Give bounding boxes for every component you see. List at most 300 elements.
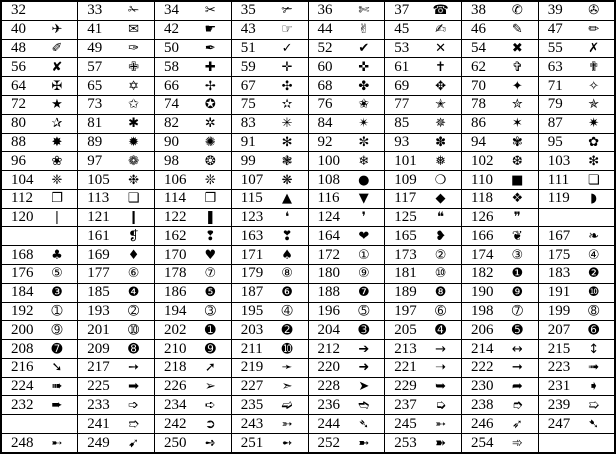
char-cell xyxy=(1,302,78,321)
char-cell xyxy=(308,1,385,20)
char-code: 193 xyxy=(87,302,110,319)
char-glyph: ❷ xyxy=(587,266,600,282)
char-cell xyxy=(155,20,232,39)
char-cell-inner xyxy=(385,115,461,133)
char-code: 74 xyxy=(164,96,179,113)
char-cell xyxy=(231,77,308,96)
char-cell-inner xyxy=(309,190,385,208)
char-cell-inner xyxy=(309,171,385,189)
char-glyph: ❈ xyxy=(51,172,63,188)
char-cell xyxy=(308,227,385,246)
char-cell-inner xyxy=(539,190,614,208)
char-glyph: ❆ xyxy=(511,153,523,169)
char-glyph: ❒ xyxy=(204,191,217,207)
char-code: 54 xyxy=(471,40,486,57)
char-cell-inner xyxy=(462,434,538,452)
char-cell xyxy=(231,283,308,302)
char-glyph: ➸ xyxy=(51,435,63,451)
char-cell-inner xyxy=(232,40,308,58)
char-cell xyxy=(462,283,539,302)
char-cell xyxy=(231,189,308,208)
char-cell-inner xyxy=(462,2,538,20)
char-code: 223 xyxy=(547,359,571,376)
char-cell-inner xyxy=(309,415,385,433)
char-glyph: ✰ xyxy=(51,116,63,132)
char-code: 237 xyxy=(394,396,417,413)
char-glyph: ➞ xyxy=(511,360,523,376)
char-cell xyxy=(155,1,232,20)
char-glyph: ❢ xyxy=(204,228,216,244)
char-cell xyxy=(462,340,539,359)
char-cell-inner xyxy=(155,378,231,396)
char-cell-inner xyxy=(2,21,77,39)
char-code: 72 xyxy=(11,96,26,113)
char-cell xyxy=(308,302,385,321)
char-cell xyxy=(538,302,615,321)
char-code: 162 xyxy=(164,227,187,244)
table-row xyxy=(1,20,615,39)
char-cell xyxy=(231,114,308,133)
char-code: 168 xyxy=(11,246,34,263)
char-cell xyxy=(155,246,232,265)
char-cell-inner xyxy=(462,359,538,377)
char-glyph: ❃ xyxy=(281,153,293,169)
char-cell-inner xyxy=(539,284,614,302)
table-row xyxy=(1,246,615,265)
char-code: 68 xyxy=(317,77,333,94)
char-cell xyxy=(538,358,615,377)
char-cell-inner xyxy=(232,190,308,208)
table-row xyxy=(1,133,615,152)
char-cell xyxy=(1,133,78,152)
char-glyph: ⑥ xyxy=(127,266,140,282)
char-cell-inner xyxy=(2,40,77,58)
char-code: 222 xyxy=(471,359,494,376)
char-cell-inner xyxy=(385,246,461,264)
char-cell-inner xyxy=(309,340,385,358)
char-cell-inner xyxy=(155,96,231,114)
char-code: 62 xyxy=(471,58,486,75)
char-glyph: ➜ xyxy=(358,360,370,376)
char-cell xyxy=(538,58,615,77)
char-cell-inner xyxy=(155,340,231,358)
char-cell-inner xyxy=(155,152,231,170)
char-glyph: ✔ xyxy=(358,41,370,57)
char-cell-inner xyxy=(309,246,385,264)
char-glyph: ✬ xyxy=(358,97,370,113)
char-cell xyxy=(308,358,385,377)
char-code: 191 xyxy=(547,284,571,301)
char-glyph: ✏ xyxy=(588,22,600,38)
char-glyph: ✎ xyxy=(511,22,523,38)
char-cell xyxy=(538,283,615,302)
char-glyph: ➹ xyxy=(128,435,139,451)
char-cell-inner xyxy=(539,340,614,358)
char-glyph: ✳ xyxy=(281,116,293,132)
char-code: 60 xyxy=(317,58,333,75)
char-cell-inner xyxy=(232,115,308,133)
char-cell-inner xyxy=(539,134,614,152)
char-cell xyxy=(78,20,155,39)
char-cell xyxy=(462,20,539,39)
char-code: 197 xyxy=(394,302,417,319)
char-code: 199 xyxy=(547,302,571,319)
char-cell xyxy=(78,396,155,415)
char-code: 97 xyxy=(87,152,103,169)
char-cell xyxy=(538,246,615,265)
char-cell xyxy=(385,302,462,321)
char-cell-inner xyxy=(385,284,461,302)
char-glyph: ✭ xyxy=(435,97,446,113)
char-cell xyxy=(308,133,385,152)
char-glyph: ➈ xyxy=(51,322,63,338)
char-cell-inner xyxy=(309,265,385,283)
char-cell xyxy=(385,133,462,152)
char-cell xyxy=(155,171,232,190)
char-cell xyxy=(462,171,539,190)
char-cell xyxy=(462,1,539,20)
char-glyph: ✃ xyxy=(281,3,293,19)
char-glyph: ★ xyxy=(51,97,63,113)
char-cell xyxy=(538,39,615,58)
char-glyph: ✦ xyxy=(511,78,523,94)
char-cell-inner xyxy=(155,115,231,133)
char-code: 57 xyxy=(87,58,103,75)
char-code: 83 xyxy=(240,115,256,132)
char-code: 179 xyxy=(240,265,264,282)
char-glyph: ✺ xyxy=(204,134,216,150)
char-glyph: ❇ xyxy=(588,153,600,169)
char-code: 95 xyxy=(547,133,563,150)
char-glyph: ➊ xyxy=(204,322,216,338)
char-cell-inner xyxy=(309,284,385,302)
char-code: 236 xyxy=(317,396,340,413)
char-cell xyxy=(231,171,308,190)
char-cell-inner xyxy=(385,171,461,189)
char-glyph: ➀ xyxy=(51,303,63,319)
char-glyph: ✩ xyxy=(128,97,139,113)
char-cell-inner xyxy=(78,321,154,339)
char-glyph: ✯ xyxy=(588,97,600,113)
char-code: 212 xyxy=(317,340,340,357)
char-glyph: ◗ xyxy=(590,191,598,207)
char-code: 252 xyxy=(317,434,340,451)
char-cell xyxy=(78,58,155,77)
char-cell xyxy=(462,152,539,171)
char-cell xyxy=(78,95,155,114)
char-glyph: ❻ xyxy=(281,285,293,301)
char-glyph: ✿ xyxy=(588,134,600,150)
char-cell-inner xyxy=(232,152,308,170)
char-cell xyxy=(385,396,462,415)
char-code: 246 xyxy=(471,415,494,432)
char-code: 67 xyxy=(240,77,256,94)
char-code: 91 xyxy=(240,133,256,150)
char-cell xyxy=(1,114,78,133)
char-cell-inner xyxy=(2,321,77,339)
char-code: 166 xyxy=(471,227,494,244)
char-code: 201 xyxy=(87,321,110,338)
char-code: 63 xyxy=(547,58,563,75)
char-cell xyxy=(462,434,539,453)
char-cell xyxy=(1,283,78,302)
char-cell-inner xyxy=(309,152,385,170)
char-cell xyxy=(385,39,462,58)
char-cell-inner xyxy=(539,359,614,377)
char-glyph: ⑨ xyxy=(357,266,370,282)
char-code: 207 xyxy=(547,321,571,338)
table-row xyxy=(1,415,615,434)
char-cell-inner xyxy=(462,246,538,264)
char-cell-inner xyxy=(78,209,154,227)
char-code: 231 xyxy=(547,378,571,395)
char-glyph: ❼ xyxy=(357,285,370,301)
char-cell xyxy=(1,208,78,227)
char-code: 47 xyxy=(547,21,563,38)
char-cell xyxy=(78,39,155,58)
char-cell-inner xyxy=(309,321,385,339)
char-glyph: ✴ xyxy=(358,116,370,132)
table-row xyxy=(1,171,615,190)
char-code: 169 xyxy=(87,246,110,263)
char-glyph: ❤ xyxy=(358,228,370,244)
char-cell xyxy=(308,321,385,340)
char-code: 96 xyxy=(11,152,26,169)
char-cell xyxy=(308,208,385,227)
char-cell-inner xyxy=(462,227,538,245)
char-cell-inner xyxy=(539,303,614,321)
char-cell-inner xyxy=(232,134,308,152)
char-cell xyxy=(231,1,308,20)
char-glyph: ◆ xyxy=(435,191,446,207)
char-cell xyxy=(231,246,308,265)
char-cell-inner xyxy=(155,303,231,321)
char-glyph: ❋ xyxy=(281,172,293,188)
table-row xyxy=(1,283,615,302)
char-glyph: ➢ xyxy=(204,379,216,395)
char-glyph: ✈ xyxy=(51,22,63,38)
char-glyph: ❑ xyxy=(127,191,140,207)
char-cell-inner xyxy=(385,40,461,58)
char-glyph: ❥ xyxy=(435,228,446,244)
char-cell-inner xyxy=(2,58,77,76)
char-cell xyxy=(155,39,232,58)
char-code: 77 xyxy=(394,96,410,113)
char-cell xyxy=(462,77,539,96)
char-glyph: ➶ xyxy=(511,416,523,432)
char-code: 53 xyxy=(394,40,410,57)
char-cell xyxy=(78,246,155,265)
table-row xyxy=(1,189,615,208)
char-cell xyxy=(462,208,539,227)
char-code: 238 xyxy=(471,396,494,413)
char-cell-inner xyxy=(78,21,154,39)
table-row xyxy=(1,302,615,321)
char-cell-inner xyxy=(462,209,538,227)
char-cell xyxy=(462,377,539,396)
char-glyph: ↔ xyxy=(511,341,523,357)
char-cell xyxy=(462,321,539,340)
char-cell xyxy=(231,265,308,284)
char-code: 216 xyxy=(11,359,34,376)
char-cell xyxy=(231,227,308,246)
char-cell-inner xyxy=(232,227,308,245)
char-glyph: ❚ xyxy=(204,210,216,226)
char-cell xyxy=(231,396,308,415)
char-code: 56 xyxy=(11,58,26,75)
char-cell-inner xyxy=(309,2,385,20)
char-code: 109 xyxy=(394,171,417,188)
char-glyph: ✪ xyxy=(204,97,216,113)
char-code: 35 xyxy=(240,2,256,19)
char-cell xyxy=(308,58,385,77)
char-code: 211 xyxy=(240,340,263,357)
char-glyph: ➡ xyxy=(128,379,139,395)
char-code: 239 xyxy=(547,396,571,413)
char-cell xyxy=(155,133,232,152)
char-code: 174 xyxy=(471,246,494,263)
char-cell-inner xyxy=(539,209,614,227)
char-glyph: ➦ xyxy=(511,379,523,395)
char-cell xyxy=(385,377,462,396)
char-glyph: ✍ xyxy=(435,22,446,38)
char-cell-inner xyxy=(78,190,154,208)
char-glyph: ☎ xyxy=(432,3,449,19)
char-code: 209 xyxy=(87,340,110,357)
table-row xyxy=(1,39,615,58)
char-cell xyxy=(78,340,155,359)
char-cell xyxy=(308,265,385,284)
char-glyph: ❍ xyxy=(434,172,447,188)
char-code: 88 xyxy=(11,133,26,150)
char-cell-inner xyxy=(309,396,385,414)
char-cell-inner xyxy=(385,21,461,39)
char-cell-inner xyxy=(78,2,154,20)
char-cell-inner xyxy=(2,378,77,396)
char-glyph: ➃ xyxy=(281,303,293,319)
char-cell-inner xyxy=(309,434,385,452)
char-cell xyxy=(155,95,232,114)
char-cell xyxy=(155,377,232,396)
char-cell-inner xyxy=(78,265,154,283)
char-glyph: ✮ xyxy=(511,97,523,113)
char-cell-inner xyxy=(155,58,231,76)
char-code: 61 xyxy=(394,58,410,75)
char-cell-inner xyxy=(385,152,461,170)
char-glyph: ➚ xyxy=(204,360,216,376)
char-code: 117 xyxy=(394,190,417,207)
char-glyph: ♦ xyxy=(127,247,140,263)
char-code: 34 xyxy=(164,2,179,19)
char-cell xyxy=(78,208,155,227)
char-code: 210 xyxy=(164,340,187,357)
char-cell xyxy=(385,358,462,377)
char-code: 55 xyxy=(547,40,563,57)
char-cell-inner xyxy=(232,396,308,414)
char-cell xyxy=(1,396,78,415)
char-cell xyxy=(538,114,615,133)
char-cell xyxy=(78,171,155,190)
char-glyph: ✽ xyxy=(435,134,446,150)
char-glyph: ➉ xyxy=(128,322,139,338)
char-glyph: ✻ xyxy=(281,134,293,150)
char-cell xyxy=(308,171,385,190)
char-cell-inner xyxy=(539,434,614,452)
char-cell-inner xyxy=(232,209,308,227)
char-cell xyxy=(1,95,78,114)
char-code: 52 xyxy=(317,40,333,57)
char-glyph: ➺ xyxy=(204,435,216,451)
char-glyph: ✼ xyxy=(358,134,370,150)
char-cell-inner xyxy=(2,209,77,227)
char-glyph: ⑤ xyxy=(51,266,63,282)
char-code: 111 xyxy=(547,171,570,188)
char-cell-inner xyxy=(462,190,538,208)
char-cell xyxy=(308,39,385,58)
char-cell xyxy=(308,95,385,114)
char-glyph: ✧ xyxy=(588,78,600,94)
char-code: 104 xyxy=(11,171,34,188)
char-glyph: ➒ xyxy=(204,341,216,357)
char-glyph: ✗ xyxy=(588,41,600,57)
char-glyph: ❶ xyxy=(511,266,524,282)
char-cell xyxy=(538,152,615,171)
char-cell-inner xyxy=(539,378,614,396)
char-glyph: ✉ xyxy=(128,22,139,38)
char-cell xyxy=(155,321,232,340)
char-cell xyxy=(231,20,308,39)
table-row xyxy=(1,1,615,20)
char-cell xyxy=(538,95,615,114)
char-code: 254 xyxy=(471,434,494,451)
char-cell xyxy=(538,265,615,284)
char-code: 230 xyxy=(471,378,494,395)
char-code: 164 xyxy=(317,227,340,244)
char-cell xyxy=(231,415,308,434)
char-cell-inner xyxy=(155,246,231,264)
char-glyph: ➅ xyxy=(435,303,446,319)
char-cell-inner xyxy=(232,96,308,114)
char-cell xyxy=(462,246,539,265)
char-cell-inner xyxy=(462,303,538,321)
char-cell xyxy=(1,77,78,96)
char-code: 177 xyxy=(87,265,110,282)
char-cell-inner xyxy=(309,58,385,76)
char-glyph: ☛ xyxy=(204,22,217,38)
char-glyph: ④ xyxy=(587,247,600,263)
char-code: 202 xyxy=(164,321,187,338)
char-cell xyxy=(462,39,539,58)
char-glyph: ✢ xyxy=(204,78,216,94)
char-glyph: ✓ xyxy=(281,41,293,57)
char-code: 102 xyxy=(471,152,494,169)
char-cell-inner xyxy=(232,303,308,321)
char-cell xyxy=(462,58,539,77)
char-cell-inner xyxy=(155,77,231,95)
char-cell xyxy=(231,434,308,453)
char-glyph: ❞ xyxy=(513,210,521,226)
char-code: 192 xyxy=(11,302,34,319)
char-glyph: ❧ xyxy=(588,228,600,244)
char-cell-inner xyxy=(78,115,154,133)
table-row xyxy=(1,58,615,77)
char-cell-inner xyxy=(2,265,77,283)
char-cell xyxy=(155,396,232,415)
char-cell xyxy=(538,20,615,39)
char-glyph: ➳ xyxy=(281,416,293,432)
char-cell xyxy=(78,227,155,246)
char-code: 70 xyxy=(471,77,486,94)
